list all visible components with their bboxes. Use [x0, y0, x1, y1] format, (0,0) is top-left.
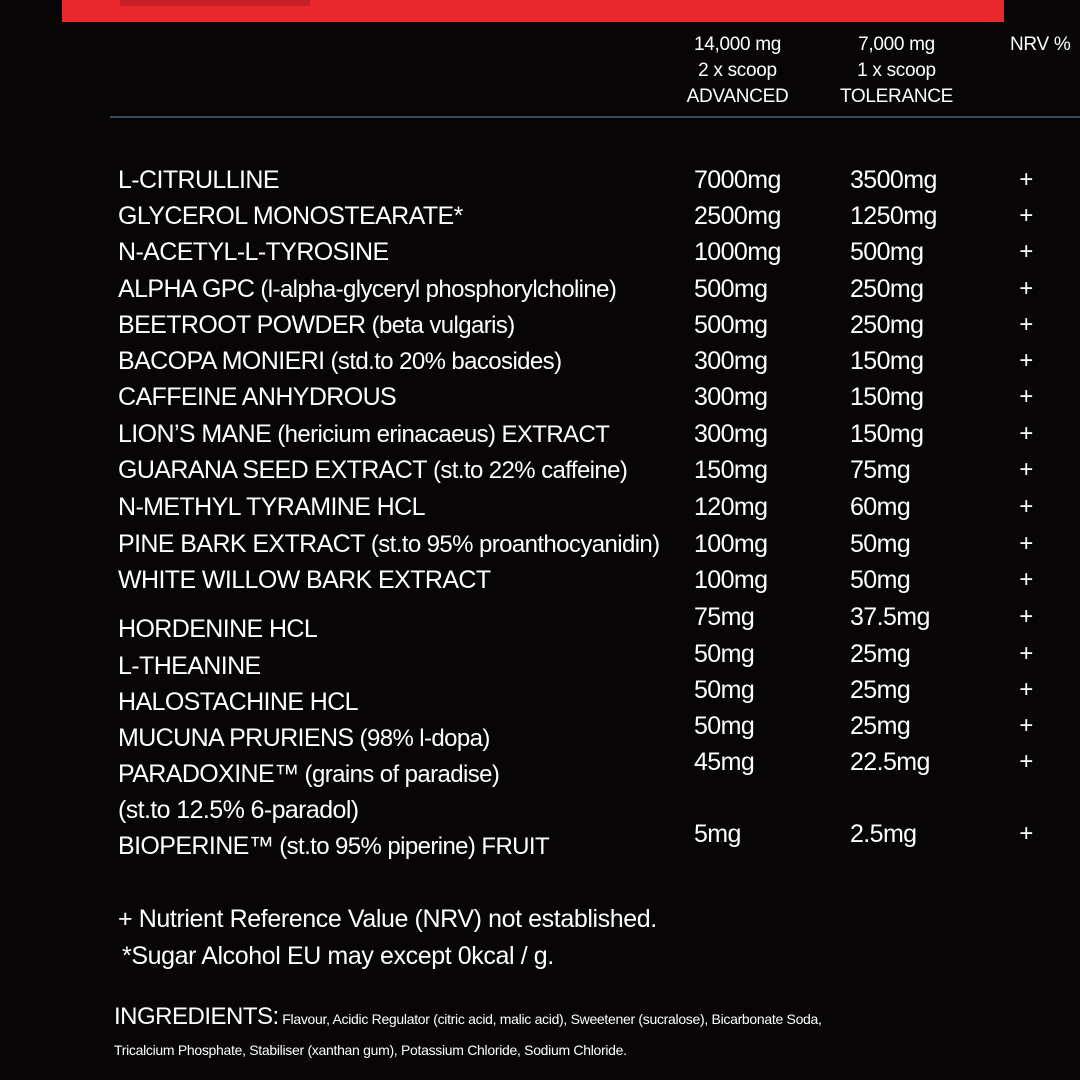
ingredients-text-line1: Flavour, Acidic Regulator (citric acid, malic acid), Sweetener (sucralose), Bicarbonate Soda, [278, 1011, 822, 1027]
table-row [0, 416, 1080, 452]
advanced-dose: 500mg [694, 275, 768, 303]
ingredient-name: N-ACETYL-L-TYROSINE [118, 238, 389, 266]
nrv-label: NRV % [1010, 34, 1071, 55]
nrv-value: + [1019, 383, 1033, 410]
table-row [0, 816, 1080, 860]
ingredient-name: MUCUNA PRURIENS (98% l-dopa) [118, 724, 490, 752]
advanced-dose: 1000mg [694, 238, 781, 266]
column-header-advanced [680, 32, 795, 110]
table-row [0, 162, 1080, 198]
tolerance-dose: 50mg [850, 530, 911, 558]
nrv-value: + [1019, 566, 1033, 593]
nrv-value: + [1019, 456, 1033, 483]
ingredient-name: HALOSTACHINE HCL [118, 688, 358, 716]
ingredient-name: BIOPERINE™ (st.to 95% piperine) FRUIT [118, 832, 550, 860]
ingredient-name: WHITE WILLOW BARK EXTRACT [118, 566, 491, 594]
nrv-value: + [1019, 820, 1033, 847]
nrv-value: + [1019, 420, 1033, 447]
table-row [0, 307, 1080, 343]
tolerance-dose: 25mg [850, 640, 911, 668]
column-header-nrv [1000, 32, 1080, 58]
table-row [0, 636, 1080, 680]
tolerance-dose: 37.5mg [850, 603, 930, 631]
nrv-value: + [1019, 238, 1033, 265]
nrv-value: + [1019, 202, 1033, 229]
ingredient-name: PARADOXINE™ (grains of paradise) [118, 760, 500, 788]
advanced-dose: 50mg [694, 712, 755, 740]
tolerance-dose: 50mg [850, 566, 911, 594]
table-row [0, 744, 1080, 788]
nrv-value: + [1019, 275, 1033, 302]
ingredient-name: L-THEANINE [118, 652, 261, 680]
column-header-tolerance [834, 32, 959, 110]
advanced-dose: 2500mg [694, 202, 781, 230]
tolerance-dose: 150mg [850, 347, 924, 375]
tolerance-dose: 60mg [850, 493, 911, 521]
nrv-value: + [1019, 640, 1033, 667]
ingredient-name: HORDENINE HCL [118, 615, 318, 643]
advanced-dose: 100mg [694, 566, 768, 594]
table-row [0, 234, 1080, 270]
table-row [0, 526, 1080, 562]
ingredient-name: BEETROOT POWDER (beta vulgaris) [118, 311, 515, 339]
nrv-value: + [1019, 166, 1033, 193]
advanced-dose: 45mg [694, 748, 755, 776]
advanced-dose: 300mg [694, 420, 768, 448]
tolerance-dose: 25mg [850, 676, 911, 704]
ingredient-name: L-CITRULLINE [118, 166, 279, 194]
table-row [0, 343, 1080, 379]
advanced-dose: 50mg [694, 676, 755, 704]
advanced-dose: 5mg [694, 820, 741, 848]
tolerance-dose: 2.5mg [850, 820, 917, 848]
advanced-dose: 50mg [694, 640, 755, 668]
table-row [0, 672, 1080, 716]
table-row [0, 562, 1080, 598]
advanced-dose: 120mg [694, 493, 768, 521]
advanced-dose: 300mg [694, 383, 768, 411]
header-divider [110, 116, 1080, 118]
ingredients-text-line2: Tricalcium Phosphate, Stabiliser (xanthan gum), Potassium Chloride, Sodium Chloride. [114, 1042, 627, 1058]
sugar-alcohol-footnote: *Sugar Alcohol EU may except 0kcal / g. [122, 942, 554, 970]
tolerance-dose: 500mg [850, 238, 924, 266]
tolerance-dose: 1250mg [850, 202, 937, 230]
nrv-value: + [1019, 530, 1033, 557]
ingredients-label: INGREDIENTS: [114, 1003, 279, 1030]
advanced-dose: 500mg [694, 311, 768, 339]
advanced-dose: 300mg [694, 347, 768, 375]
ingredient-name: (st.to 12.5% 6-paradol) [118, 796, 359, 824]
ingredient-name: GUARANA SEED EXTRACT (st.to 22% caffeine) [118, 456, 628, 484]
ingredient-name: ALPHA GPC (l-alpha-glyceryl phosphorylcholine) [118, 275, 617, 303]
nrv-value: + [1019, 493, 1033, 520]
ingredient-name: CAFFEINE ANHYDROUS [118, 383, 397, 411]
table-row [0, 452, 1080, 488]
tolerance-dose: 22.5mg [850, 748, 930, 776]
nrv-value: + [1019, 603, 1033, 630]
tolerance-dose: 150mg [850, 420, 924, 448]
nrv-value: + [1019, 676, 1033, 703]
tolerance-dose: 75mg [850, 456, 911, 484]
advanced-dose: 100mg [694, 530, 768, 558]
ingredient-name: GLYCEROL MONOSTEARATE* [118, 202, 463, 230]
table-row [0, 379, 1080, 415]
table-row [0, 198, 1080, 234]
table-row [0, 708, 1080, 752]
nrv-footnote: + Nutrient Reference Value (NRV) not established. [118, 905, 657, 933]
table-row [0, 489, 1080, 525]
tolerance-serving: 1 x scoop [857, 60, 936, 81]
advanced-amount: 14,000 mg [693, 34, 782, 55]
tolerance-label: TOLERANCE [839, 86, 954, 107]
tolerance-dose: 3500mg [850, 166, 937, 194]
nrv-value: + [1019, 311, 1033, 338]
advanced-label: ADVANCED [686, 86, 789, 107]
advanced-dose: 75mg [694, 603, 755, 631]
tolerance-amount: 7,000 mg [858, 34, 935, 55]
tolerance-dose: 150mg [850, 383, 924, 411]
tolerance-dose: 250mg [850, 275, 924, 303]
nrv-value: + [1019, 712, 1033, 739]
nrv-value: + [1019, 748, 1033, 775]
nrv-value: + [1019, 347, 1033, 374]
tolerance-dose: 250mg [850, 311, 924, 339]
ingredient-name: LION’S MANE (hericium erinacaeus) EXTRACT [118, 420, 610, 448]
tolerance-dose: 25mg [850, 712, 911, 740]
advanced-dose: 150mg [694, 456, 768, 484]
ingredient-name: BACOPA MONIERI (std.to 20% bacosides) [118, 347, 562, 375]
ingredient-name: N-METHYL TYRAMINE HCL [118, 493, 425, 521]
advanced-dose: 7000mg [694, 166, 781, 194]
ingredients-section [114, 1000, 1074, 1063]
table-row [0, 271, 1080, 307]
table-row [0, 599, 1080, 643]
ingredient-name: PINE BARK EXTRACT (st.to 95% proanthocyanidin) [118, 530, 660, 558]
header-banner [62, 0, 1004, 22]
advanced-serving: 2 x scoop [698, 60, 777, 81]
